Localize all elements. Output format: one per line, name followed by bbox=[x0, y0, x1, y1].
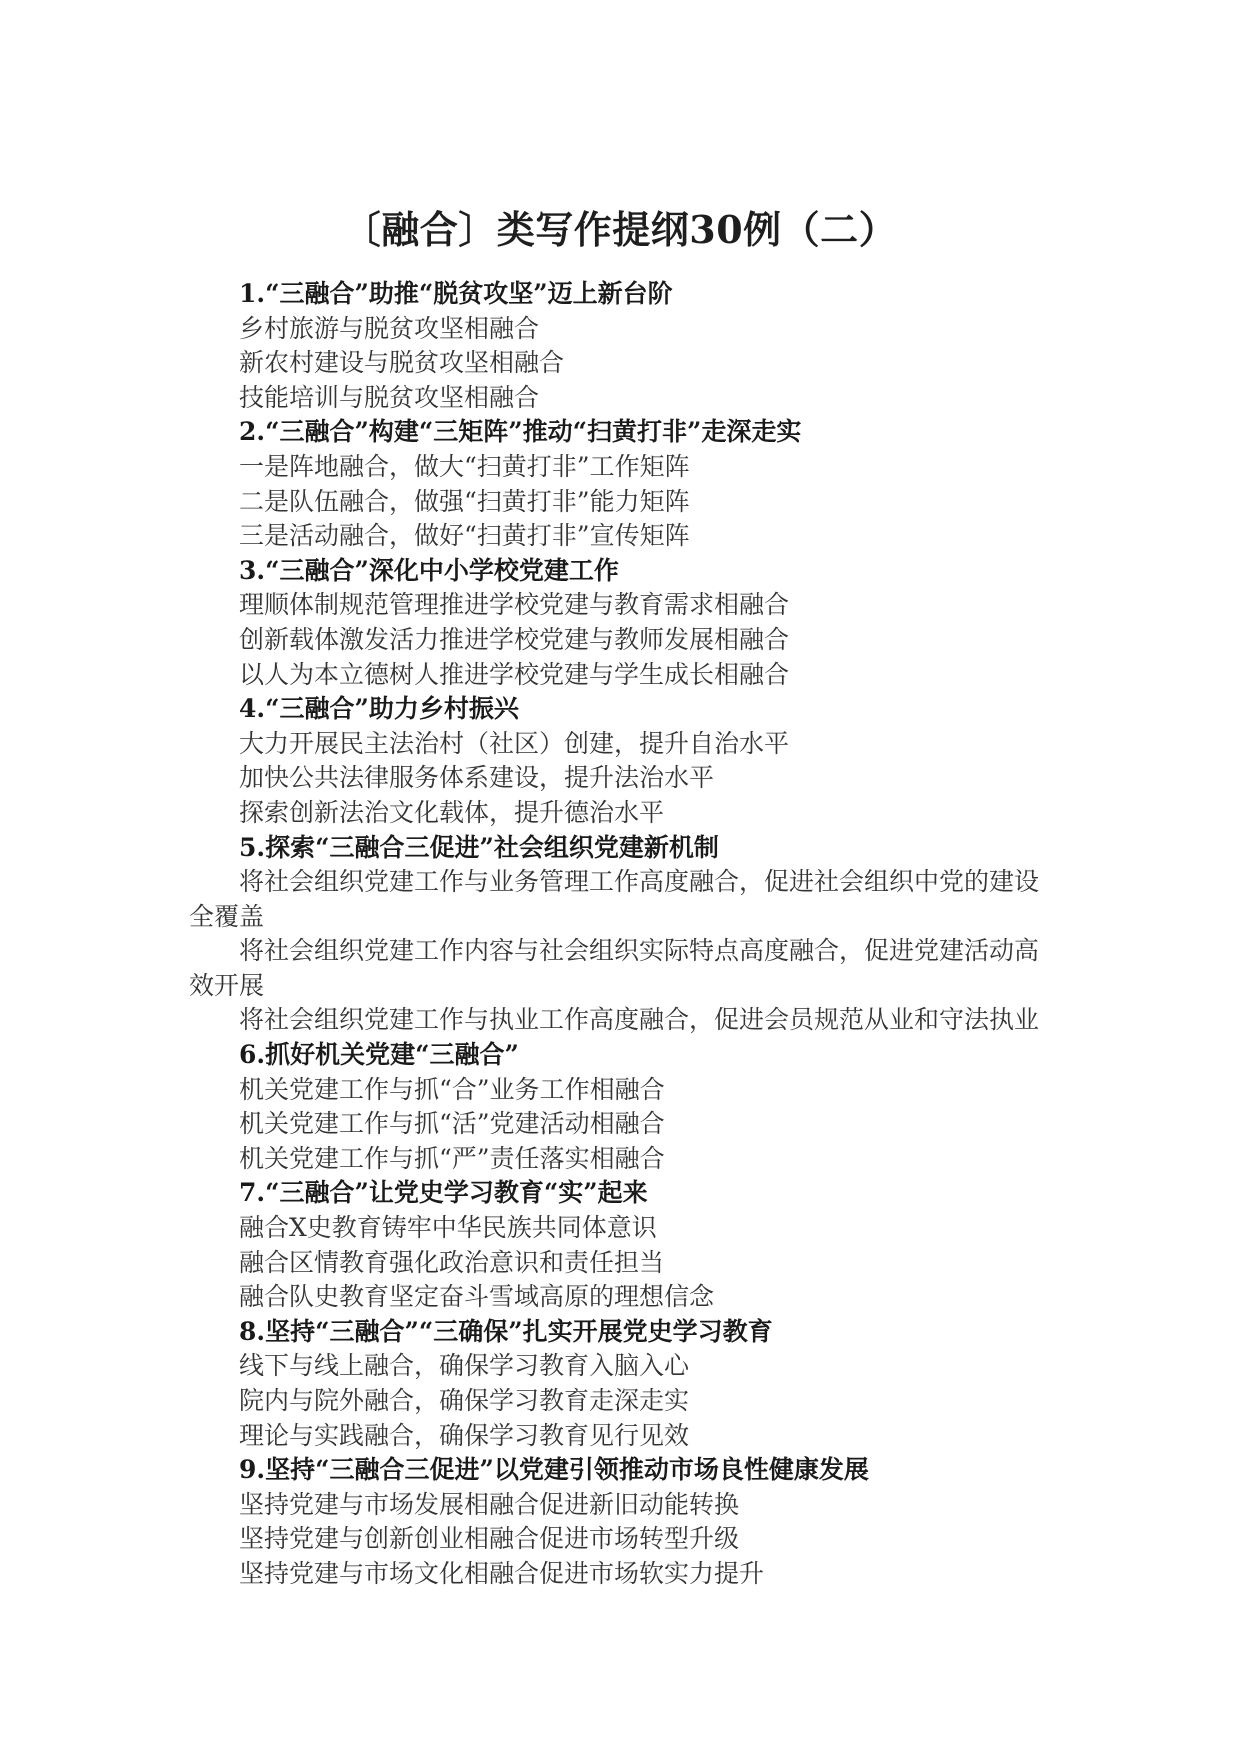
outline-section bbox=[189, 692, 1059, 830]
section-item: 机关党建工作与抓“合”业务工作相融合 bbox=[239, 1074, 665, 1104]
section-heading: 2.“三融合”构建“三矩阵”推动“扫黄打非”走深走实 bbox=[239, 417, 802, 447]
section-item: 坚持党建与市场发展相融合促进新旧动能转换 bbox=[239, 1489, 740, 1519]
section-item: 坚持党建与市场文化相融合促进市场软实力提升 bbox=[239, 1558, 765, 1588]
section-item: 二是队伍融合，做强“扫黄打非”能力矩阵 bbox=[239, 486, 690, 516]
section-heading: 5.探索“三融合三促进”社会组织党建新机制 bbox=[239, 832, 719, 862]
section-heading: 4.“三融合”助力乡村振兴 bbox=[239, 694, 519, 724]
section-item: 将社会组织党建工作与执业工作高度融合，促进会员规范从业和守法执业 bbox=[239, 1005, 1040, 1035]
section-item: 机关党建工作与抓“严”责任落实相融合 bbox=[239, 1143, 665, 1173]
section-item: 创新载体激发活力推进学校党建与教师发展相融合 bbox=[239, 624, 790, 654]
outline-section bbox=[189, 1453, 1059, 1591]
section-heading: 7.“三融合”让党史学习教育“实”起来 bbox=[239, 1178, 648, 1208]
outline-section bbox=[189, 415, 1059, 553]
section-item: 以人为本立德树人推进学校党建与学生成长相融合 bbox=[239, 659, 790, 689]
section-heading: 9.坚持“三融合三促进”以党建引领推动市场良性健康发展 bbox=[239, 1455, 869, 1485]
outline-section bbox=[189, 831, 1059, 1039]
section-heading: 6.抓好机关党建“三融合” bbox=[239, 1040, 519, 1070]
outline-section bbox=[189, 1038, 1059, 1176]
section-item: 三是活动融合，做好“扫黄打非”宣传矩阵 bbox=[239, 521, 690, 551]
section-heading: 3.“三融合”深化中小学校党建工作 bbox=[239, 555, 619, 585]
section-item: 乡村旅游与脱贫攻坚相融合 bbox=[239, 313, 540, 343]
section-item: 探索创新法治文化载体，提升德治水平 bbox=[239, 797, 665, 827]
section-item: 新农村建设与脱贫攻坚相融合 bbox=[239, 348, 565, 378]
outline-section bbox=[189, 554, 1059, 692]
section-item: 机关党建工作与抓“活”党建活动相融合 bbox=[239, 1109, 665, 1139]
section-item: 技能培训与脱贫攻坚相融合 bbox=[239, 382, 540, 412]
section-heading: 8.坚持“三融合”“三确保”扎实开展党史学习教育 bbox=[239, 1316, 773, 1346]
section-item: 融合X史教育铸牢中华民族共同体意识 bbox=[239, 1213, 657, 1243]
section-item: 融合队史教育坚定奋斗雪域高原的理想信念 bbox=[239, 1282, 715, 1312]
section-item: 线下与线上融合，确保学习教育入脑入心 bbox=[239, 1351, 690, 1381]
section-item: 理论与实践融合，确保学习教育见行见效 bbox=[239, 1420, 690, 1450]
section-item: 坚持党建与创新创业相融合促进市场转型升级 bbox=[239, 1524, 740, 1554]
outline-section bbox=[189, 277, 1059, 415]
outline-body bbox=[189, 277, 1059, 1592]
section-item: 将社会组织党建工作与业务管理工作高度融合，促进社会组织中党的建设全覆盖 bbox=[189, 867, 1040, 931]
section-item: 将社会组织党建工作内容与社会组织实际特点高度融合，促进党建活动高效开展 bbox=[189, 936, 1040, 1000]
section-item: 加快公共法律服务体系建设，提升法治水平 bbox=[239, 763, 715, 793]
section-heading: 1.“三融合”助推“脱贫攻坚”迈上新台阶 bbox=[239, 279, 673, 308]
section-item: 一是阵地融合，做大“扫黄打非”工作矩阵 bbox=[239, 451, 690, 481]
section-item: 理顺体制规范管理推进学校党建与教育需求相融合 bbox=[239, 590, 790, 620]
section-item: 大力开展民主法治村（社区）创建，提升自治水平 bbox=[239, 728, 790, 758]
outline-section bbox=[189, 1315, 1059, 1453]
page-title: 〔融合〕类写作提纲30例（二） bbox=[342, 207, 898, 252]
section-item: 院内与院外融合，确保学习教育走深走实 bbox=[239, 1386, 690, 1415]
outline-section bbox=[189, 1176, 1059, 1314]
section-item: 融合区情教育强化政治意识和责任担当 bbox=[239, 1247, 665, 1277]
